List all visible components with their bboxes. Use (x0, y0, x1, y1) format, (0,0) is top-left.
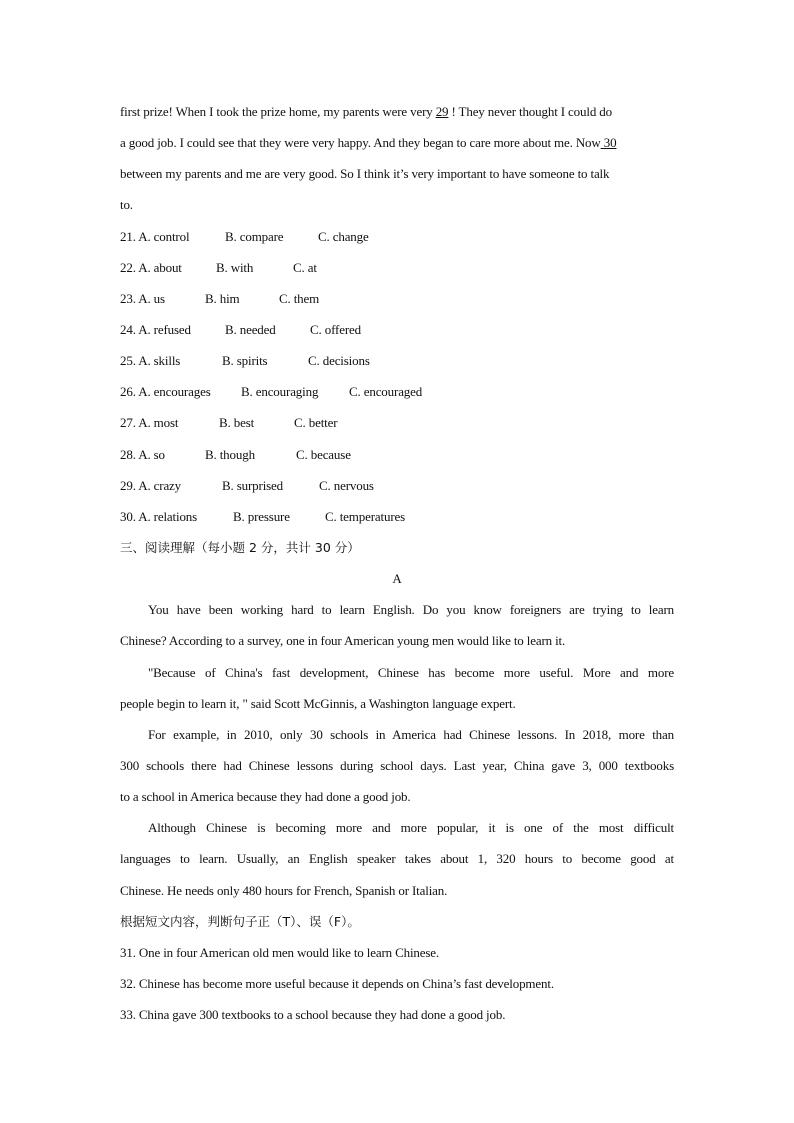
option-b: B. encouraging (241, 384, 319, 400)
passage-paragraph-3-line-3: to a school in America because they had done a good job. (120, 789, 411, 805)
option-c: C. at (293, 259, 317, 275)
option-row-23 (120, 283, 674, 314)
tf-item-33: 33. China gave 300 textbooks to a school because they had done a good job. (120, 1007, 506, 1023)
option-b: B. him (205, 290, 240, 306)
option-a: A. us (138, 290, 165, 306)
question-number: 26. (120, 384, 136, 400)
option-a: A. encourages (138, 384, 211, 400)
question-number: 30. (120, 508, 136, 524)
section-heading: 三、阅读理解（每小题 2 分，共计 30 分） (120, 539, 360, 555)
option-a: A. crazy (138, 477, 182, 493)
option-b: B. spirits (222, 353, 268, 369)
passage-paragraph-4-line-2: languages to learn. Usually, an English speaker takes about 1, 320 hours to become good at (120, 851, 674, 867)
option-a: A. skills (138, 353, 181, 369)
option-row-29 (120, 470, 674, 501)
option-a: A. about (138, 259, 182, 275)
option-row-30 (120, 501, 674, 532)
option-c: C. decisions (308, 353, 370, 369)
question-number: 23. (120, 290, 136, 306)
option-c: C. offered (310, 321, 361, 337)
question-number: 22. (120, 259, 136, 275)
option-row-22 (120, 252, 674, 283)
passage-label: A (392, 571, 402, 587)
tf-item-31: 31. One in four American old men would like to learn Chinese. (120, 944, 440, 960)
passage-paragraph-3-line-2: 300 schools there had Chinese lessons during school days. Last year, China gave 3, 000 textbooks (120, 757, 674, 773)
option-c: C. change (318, 228, 369, 244)
passage-paragraph-3-line-1: For example, in 2010, only 30 schools in America had Chinese lessons. In 2018, more than (148, 726, 674, 742)
cloze-passage-line-1 (120, 96, 674, 127)
option-row-28 (120, 439, 674, 470)
passage-paragraph-2-line-2: people begin to learn it, " said Scott McGinnis, a Washington language expert. (120, 695, 516, 711)
option-a: A. relations (138, 508, 198, 524)
question-number: 24. (120, 321, 136, 337)
option-a: A. refused (138, 321, 191, 337)
question-number: 21. (120, 228, 136, 244)
option-b: B. compare (225, 228, 284, 244)
option-c: C. better (294, 415, 338, 431)
option-row-25 (120, 345, 674, 376)
passage-paragraph-1-line-2: Chinese? According to a survey, one in four American young men would like to learn it. (120, 633, 566, 649)
cloze-options-list (120, 221, 674, 532)
passage-paragraph-4-line-3: Chinese. He needs only 480 hours for French, Spanish or Italian. (120, 882, 448, 898)
blank-30: 30 (600, 135, 617, 151)
option-b: B. surprised (222, 477, 284, 493)
option-c: C. them (279, 290, 320, 306)
option-c: C. encouraged (349, 384, 423, 400)
tf-instruction: 根据短文内容，判断句子正（T）、误（F）。 (120, 913, 360, 929)
cloze-passage-line-4: to. (120, 197, 133, 213)
passage-paragraph-4-line-1: Although Chinese is becoming more and more popular, it is one of the most difficult (148, 820, 674, 836)
cloze-passage-line-2 (120, 127, 674, 158)
option-row-27 (120, 407, 674, 438)
question-number: 27. (120, 415, 136, 431)
option-c: C. nervous (319, 477, 374, 493)
document-page (120, 96, 674, 1030)
option-row-24 (120, 314, 674, 345)
question-number: 28. (120, 446, 136, 462)
passage-paragraph-1-line-1: You have been working hard to learn English. Do you know foreigners are trying to learn (148, 602, 674, 618)
passage-text: ! They never thought I could do (448, 104, 612, 119)
option-a: A. most (138, 415, 179, 431)
blank-29: 29 (435, 104, 449, 119)
question-number: 25. (120, 353, 136, 369)
option-b: B. needed (225, 321, 276, 337)
passage-paragraph-2-line-1: "Because of China's fast development, Chinese has become more useful. More and more (148, 664, 674, 680)
tf-item-32: 32. Chinese has become more useful because it depends on China’s fast development. (120, 975, 554, 991)
option-b: B. though (205, 446, 255, 462)
option-b: B. with (216, 259, 254, 275)
passage-text: a good job. I could see that they were very happy. And they began to care more about me. Now (120, 135, 601, 151)
option-c: C. because (296, 446, 351, 462)
option-row-26 (120, 376, 674, 407)
option-a: A. so (138, 446, 165, 462)
passage-text: first prize! When I took the prize home, my parents were very (120, 104, 436, 119)
question-number: 29. (120, 477, 136, 493)
option-b: B. best (219, 415, 255, 431)
option-a: A. control (138, 228, 190, 244)
option-row-21 (120, 221, 674, 252)
cloze-passage-line-3: between my parents and me are very good. So I think it’s very important to have someone to talk (120, 166, 610, 182)
option-c: C. temperatures (325, 508, 406, 524)
option-b: B. pressure (233, 508, 290, 524)
